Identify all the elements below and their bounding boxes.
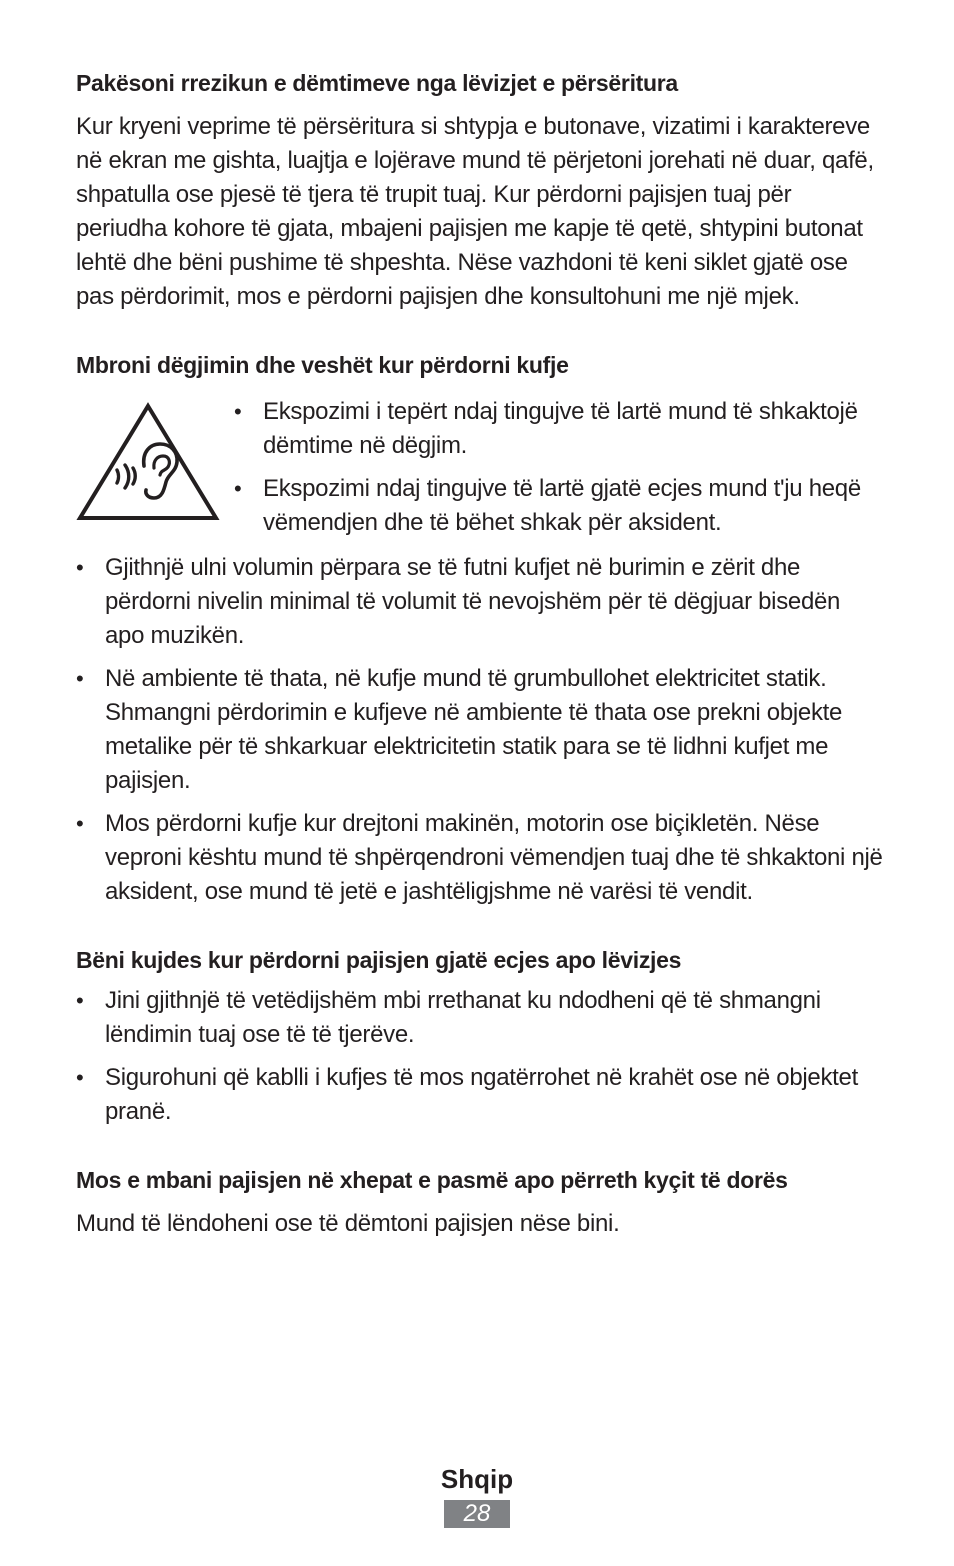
list-item <box>76 662 884 798</box>
bullet-glyph: • <box>76 811 84 836</box>
list-item-text: Jini gjithnjë të vetëdijshëm mbi rrethanat ku ndodheni që të shmangni lëndimin tuaj ose të të tjerëve. <box>105 987 821 1048</box>
list-item <box>234 395 894 463</box>
section-paragraph-repetitive-motion: Kur kryeni veprime të përsëritura si shtypja e butonave, vizatimi i karaktereve në ekran me gishta, luajtja e lojërave mund të përjetoni jorehati në duar, qafë, shpatulla ose pjesë të tjera të trupit tuaj. Kur përdorni pajisjen tuaj për periudha kohore të gjata, mbajeni pajisjen me kapje të qetë, shtypini butonat lehtë dhe bëni pushime të shpeshta. Nëse vazhdoni të keni siklet gjatë ose pas përdorimit, mos e përdorni pajisjen dhe konsultohuni me një mjek. <box>76 113 874 310</box>
bullet-glyph: • <box>76 988 84 1013</box>
walking-bullet-list <box>76 984 884 1129</box>
bullet-glyph: • <box>76 555 84 580</box>
list-item-text: Ekspozimi ndaj tingujve të lartë gjatë ecjes mund t'ju heqë vëmendjen dhe të bëhet shkak për aksident. <box>263 475 861 536</box>
bullet-glyph: • <box>234 476 242 501</box>
section-heading-hearing: Mbroni dëgjimin dhe veshët kur përdorni kufje <box>76 352 569 378</box>
hearing-warning-list <box>234 386 894 540</box>
footer-language: Shqip <box>440 1464 514 1494</box>
hearing-warning-block <box>76 392 884 542</box>
list-item-text: Ekspozimi i tepërt ndaj tingujve të lartë mund të shkaktojë dëmtime në dëgjim. <box>263 398 858 459</box>
bullet-glyph: • <box>234 399 242 424</box>
section-heading-pockets: Mos e mbani pajisjen në xhepat e pasmë apo përreth kyçit të dorës <box>76 1167 788 1193</box>
section-heading-repetitive-motion: Pakësoni rrezikun e dëmtimeve nga lëvizjet e përsëritura <box>76 70 678 96</box>
bullet-glyph: • <box>76 666 84 691</box>
bullet-glyph: • <box>76 1065 84 1090</box>
list-item <box>76 1061 884 1129</box>
page-footer <box>0 1462 954 1528</box>
hearing-bullet-list <box>76 551 884 909</box>
list-item <box>76 984 884 1052</box>
list-item <box>76 551 884 653</box>
list-item-text: Sigurohuni që kablli i kufjes të mos ngatërrohet në krahët ose në objektet pranë. <box>105 1064 858 1125</box>
document-page <box>76 68 884 1241</box>
list-item <box>76 807 884 909</box>
list-item-text: Mos përdorni kufje kur drejtoni makinën, motorin ose biçikletën. Nëse veproni kështu mund të shpërqendroni vëmendjen tuaj dhe të shkaktoni një aksident, ose mund të jetë e jashtëligjshme në varësi të vendit. <box>105 810 883 905</box>
page-number: 28 <box>444 1500 510 1528</box>
section-paragraph-pockets: Mund të lëndoheni ose të dëmtoni pajisjen nëse bini. <box>76 1210 620 1237</box>
list-item-text: Në ambiente të thata, në kufje mund të grumbullohet elektricitet statik. Shmangni përdorimin e kufjeve në ambiente të thata ose prekni objekte metalike për të shkarkuar elektricitetin statik para se të lidhni kufjet me pajisjen. <box>105 665 843 794</box>
list-item <box>234 472 894 540</box>
list-item-text: Gjithnjë ulni volumin përpara se të futni kufjet në burimin e zërit dhe përdorni nivelin minimal të volumit të nevojshëm për të dëgjuar bisedën apo muzikën. <box>105 554 841 649</box>
section-heading-walking: Bëni kujdes kur përdorni pajisjen gjatë ecjes apo lëvizjes <box>76 947 682 973</box>
hearing-warning-icon <box>76 400 220 524</box>
